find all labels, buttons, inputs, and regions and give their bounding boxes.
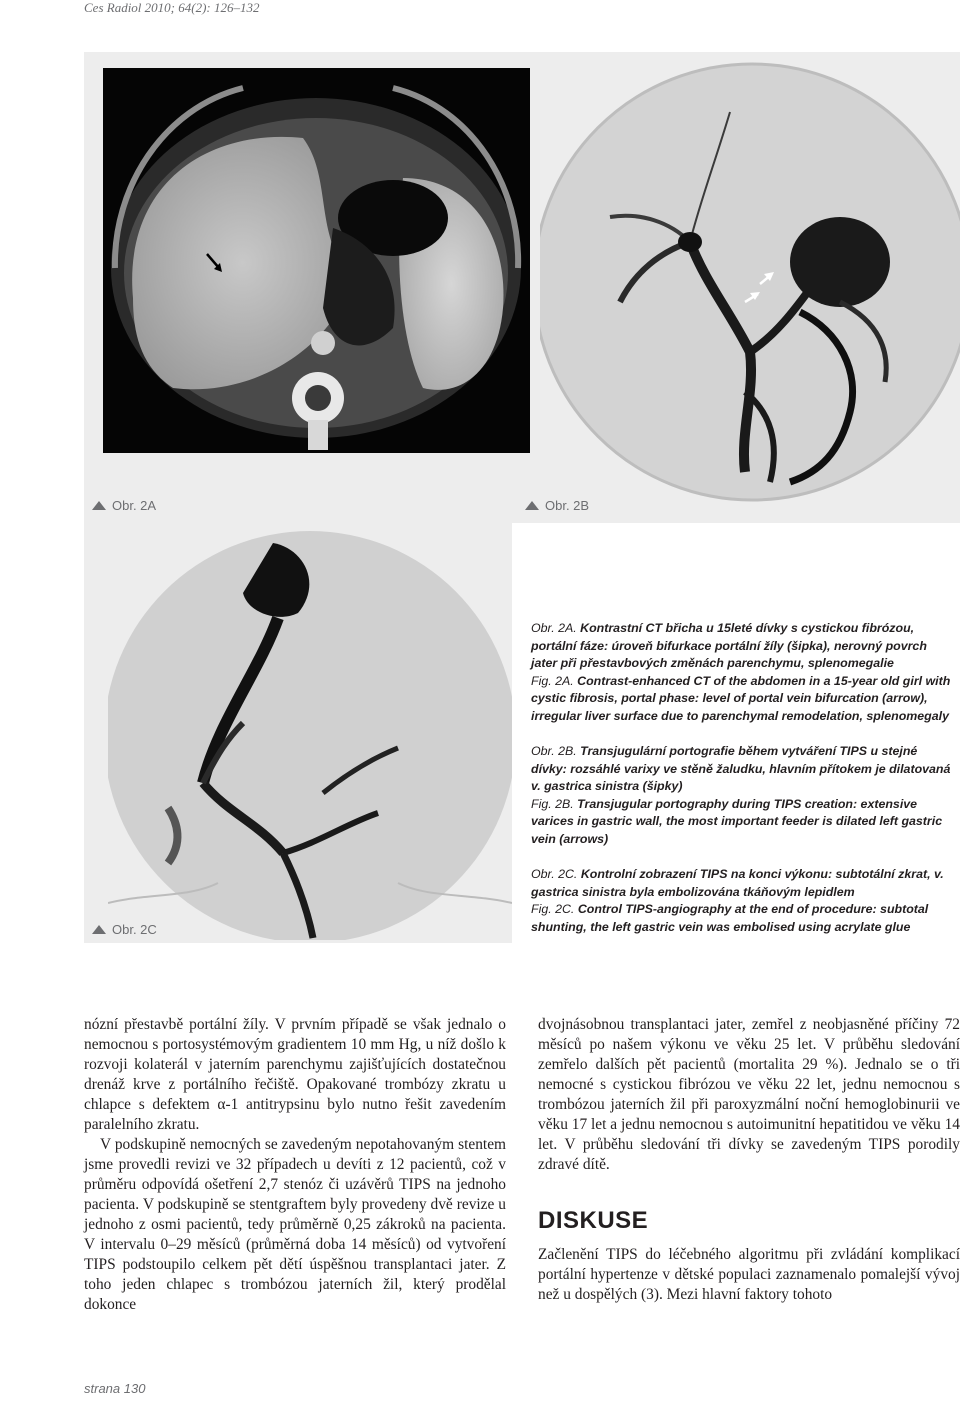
caption-text: Transjugulární portografie během vytváření TIPS u stejné dívky: rozsáhlé varixy ve stěně žaludku, hlavním přítokem je dilatovaná v. gastrica sinistra (šipky) xyxy=(531,744,951,793)
caption-2a-en xyxy=(531,673,952,726)
paragraph: Začlenění TIPS do léčebného algoritmu při zvládání komplikací portální hypertenze v dětské populaci zaznamenalo pomalejší vývoj než u dospělých (3). Mezi hlavní faktory tohoto xyxy=(538,1246,960,1303)
caption-2a-cz xyxy=(531,620,952,673)
journal-reference: Ces Radiol 2010; 64(2): 126–132 xyxy=(84,0,260,15)
figure-2a-label-text: Obr. 2A xyxy=(112,498,157,513)
figure-2c-label xyxy=(92,922,157,937)
caption-label: Fig. 2C. xyxy=(531,902,575,916)
figure-2a-label xyxy=(92,498,156,513)
caption-label: Fig. 2B. xyxy=(531,796,574,811)
caption-label: Obr. 2A. xyxy=(531,621,577,635)
paragraph: nózní přestavbě portální žíly. V prvním případě se však jednalo o nemocnou s portosystémovým gradientem 10 mm Hg, u níž došlo k rozvoji kolaterál v jaterním parenchymu zajišťujících dostatečnou drenáž krve z portálního řečiště. Opakované trombózy zkratu u chlapce s defektem α-1 antitrypsinu bylo nutno řešit zavedením paralelního zkratu. xyxy=(84,1016,506,1133)
triangle-icon xyxy=(525,501,539,510)
figure-captions xyxy=(531,620,952,936)
caption-label: Fig. 2A. xyxy=(531,673,574,688)
caption-label: Obr. 2C. xyxy=(531,867,578,881)
figure-2a-ct-image xyxy=(103,68,530,453)
caption-2b-en xyxy=(531,796,952,849)
caption-text: Contrast-enhanced CT of the abdomen in a 15-year old girl with cystic fibrosis, portal phase: level of portal vein bifurcation (arrow), irregular liver surface due to parenchymal remodelation, splenomegaly xyxy=(531,673,951,723)
figure-2b-label xyxy=(525,498,589,513)
body-column-right xyxy=(538,1015,960,1305)
caption-label: Obr. 2B. xyxy=(531,744,577,758)
figure-2c-label-text: Obr. 2C xyxy=(112,922,157,937)
body-column-left xyxy=(84,1015,506,1315)
caption-text: Kontrolní zobrazení TIPS na konci výkonu: subtotální zkrat, v. gastrica sinistra byla embolizována tkáňovým lepidlem xyxy=(531,867,944,899)
section-heading: DISKUSE xyxy=(538,1207,649,1234)
figure-2b-portography-image xyxy=(540,52,960,507)
caption-text: Control TIPS-angiography at the end of procedure: subtotal shunting, the left gastric vein was embolised using acrylate glue xyxy=(531,902,929,934)
caption-text: Kontrastní CT břicha u 15leté dívky s cystickou fibrózou, portální fáze: úroveň bifurkace portální žíly (šipka), nerovný povrch jater při přestavbových změnách parenchymu, splenomegalie xyxy=(531,621,927,670)
paragraph: dvojnásobnou transplantaci jater, zemřel z neobjasněné příčiny 72 měsíců po našem výkonu ve věku 25 let. V průběhu sledování zemřelo dalších pět pacientů (mortalita 29 %). Jednalo se o tři nemocné s cystickou fibrózou ve věku 22 let, jednu nemocnou s trombózou jaterních žil při paroxyzmální noční hemoglobinurii ve věku 17 let a jednu nemocnou s autoimunitní hepatitidou ve věku 14 let. V průběhu sledování tři dívky se zavedeným TIPS porodily zdravé dítě. xyxy=(538,1016,960,1173)
paragraph: V podskupině nemocných se zavedeným nepotahovaným stentem jsme provedli revizi ve 32 případech u devíti z 12 pacientů, což v průměru odpovídá ošetření 2,7 stenóz či uzávěrů TIPS na jednoho pacienta. V podskupině se stentgraftem byly provedeny dvě revize u jednoho z osmi pacientů, tedy průměrně 0,25 zákroků na pacienta. V intervalu 0–29 měsíců (průměrná doba 14 měsíců) od vytvoření TIPS podstoupilo celkem pět dětí úspěšnou transplantaci jater. Z toho jeden chlapec s trombózou jaterních žil, který prodělal dokonce xyxy=(84,1136,506,1313)
page-number: strana 130 xyxy=(84,1381,146,1396)
triangle-icon xyxy=(92,925,106,934)
caption-2b-cz xyxy=(531,743,952,796)
triangle-icon xyxy=(92,501,106,510)
caption-2c-cz xyxy=(531,866,952,901)
figure-2c-angiography-image xyxy=(108,523,512,940)
figure-2b-label-text: Obr. 2B xyxy=(545,498,590,513)
caption-text: Transjugular portography during TIPS creation: extensive varices in gastric wall, the most important feeder is dilated left gastric vein (arrows) xyxy=(531,796,943,846)
caption-2c-en xyxy=(531,901,952,936)
